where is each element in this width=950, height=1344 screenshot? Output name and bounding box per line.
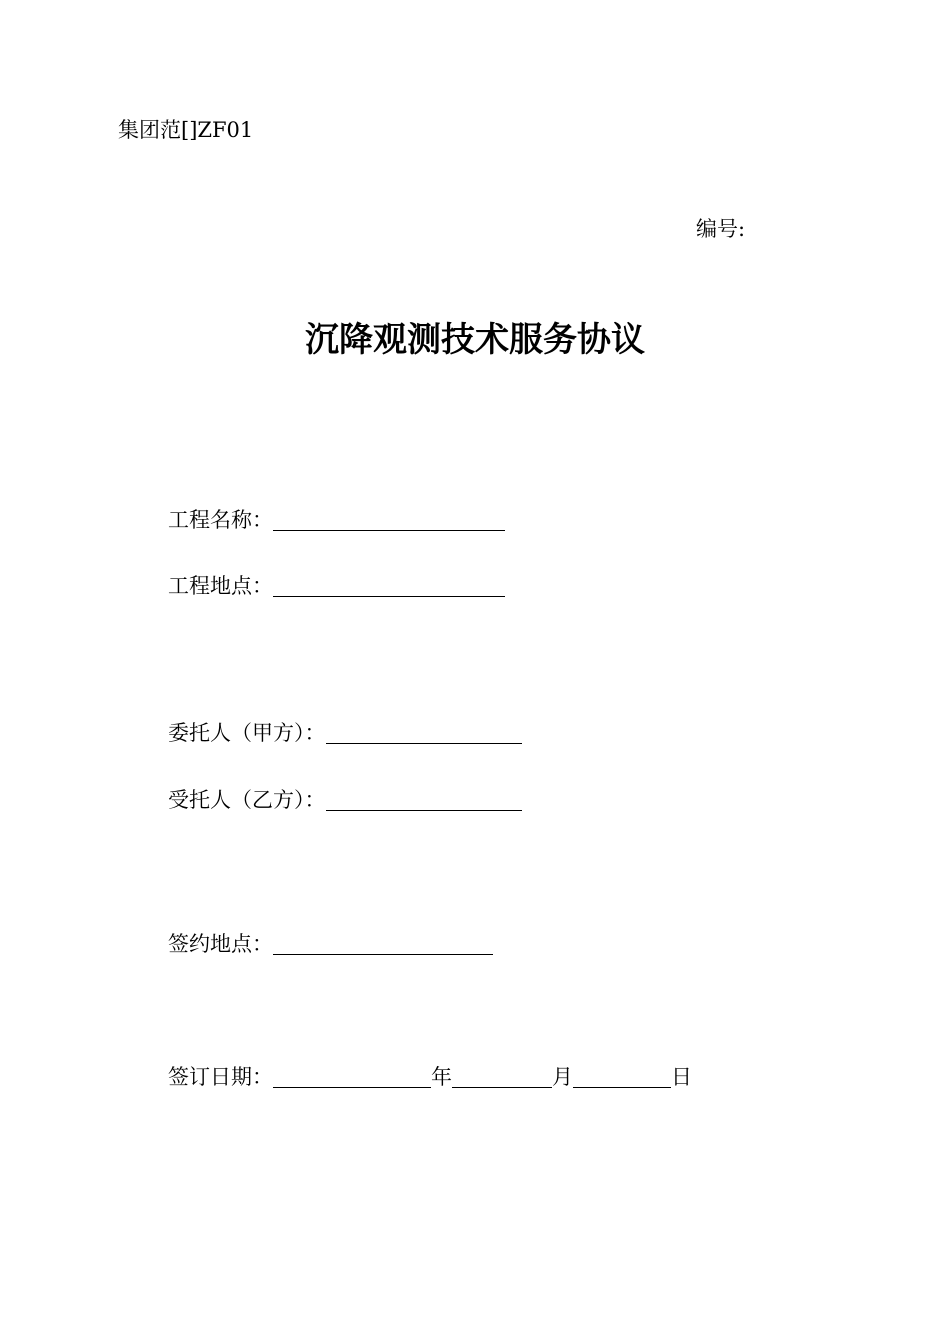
page-title: 沉降观测技术服务协议 bbox=[305, 320, 645, 360]
client-blank[interactable] bbox=[326, 723, 522, 744]
project-name-label: 工程名称： bbox=[168, 508, 273, 532]
month-label: 月 bbox=[552, 1065, 573, 1089]
serial-number-label: 编号: bbox=[696, 217, 746, 241]
agent-blank[interactable] bbox=[326, 790, 522, 811]
project-name-row bbox=[168, 506, 505, 534]
sign-month-blank[interactable] bbox=[452, 1067, 552, 1088]
year-label: 年 bbox=[431, 1065, 452, 1089]
day-label: 日 bbox=[671, 1065, 692, 1089]
sign-place-row bbox=[168, 930, 493, 958]
sign-place-blank[interactable] bbox=[273, 934, 493, 955]
project-site-label: 工程地点： bbox=[168, 574, 273, 598]
sign-date-row bbox=[168, 1063, 692, 1091]
client-label: 委托人（甲方）： bbox=[168, 721, 326, 745]
document-code: 集团范[]ZF01 bbox=[118, 118, 254, 142]
project-name-blank[interactable] bbox=[273, 510, 505, 531]
project-site-blank[interactable] bbox=[273, 576, 505, 597]
project-site-row bbox=[168, 572, 505, 600]
sign-date-label: 签订日期： bbox=[168, 1065, 273, 1089]
sign-year-blank[interactable] bbox=[273, 1067, 431, 1088]
client-row bbox=[168, 719, 522, 747]
agent-label: 受托人（乙方）： bbox=[168, 788, 326, 812]
sign-day-blank[interactable] bbox=[573, 1067, 671, 1088]
sign-place-label: 签约地点： bbox=[168, 932, 273, 956]
agent-row bbox=[168, 786, 522, 814]
